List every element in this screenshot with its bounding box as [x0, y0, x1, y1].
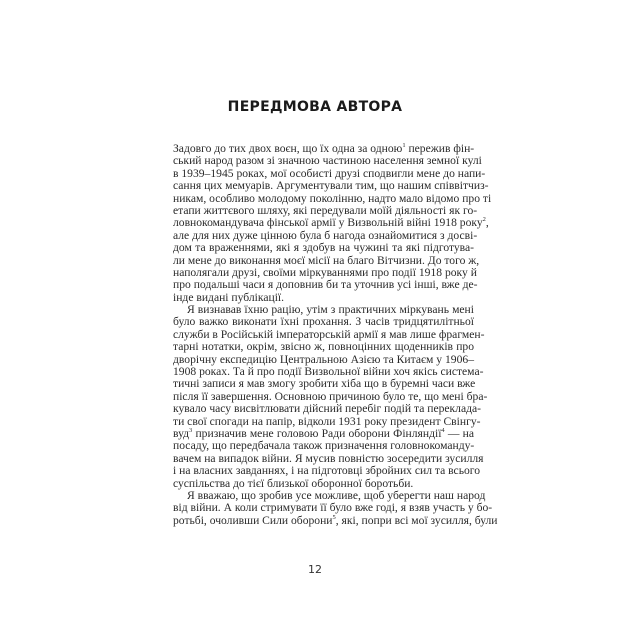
body-text — [173, 142, 498, 527]
text-segment: ти свої спогади на папір, відколи 1931 року президент Свінгу- — [173, 414, 481, 428]
page-number: 12 — [308, 563, 322, 576]
text-segment: , — [485, 216, 489, 230]
footnote-marker: 2 — [482, 216, 486, 224]
text-segment: вачем на випадок війни. Я мусив повністю зосередити зусилля — [173, 451, 484, 465]
text-segment: пережив фін- — [405, 142, 475, 155]
text-segment: суспільства до тієї близької оборонної боротьби. — [173, 476, 414, 490]
text-segment: Я вважаю, що зробив усе можливе, щоб уберегти наш народ — [187, 488, 486, 502]
text-segment: і на власних завданнях, і на підготовці збройних сил та всього — [173, 464, 481, 478]
text-segment: від війни. А коли стримувати її було вже годі, я взяв участь у бо- — [173, 501, 493, 515]
text-segment: вуд — [173, 426, 190, 440]
text-segment: тичні записи я мав змогу зробити хіба що в буремні часи вже — [173, 377, 476, 391]
text-segment: ловнокомандувача фінської армії у Визвольній війні 1918 року — [173, 216, 483, 230]
text-segment: тарні нотатки, окрім, звісно ж, повноцінних щоденників про — [173, 340, 474, 354]
text-segment: в 1939–1945 роках, мої особисті друзі сподвигли мене до напи- — [173, 166, 486, 180]
text-segment: ли мене до виконання моєї місії на благо Вітчизни. До того ж, — [173, 253, 480, 267]
footnote-marker: 1 — [402, 142, 406, 149]
text-segment: ський народ разом зі значною частиною населення земної кулі — [173, 154, 482, 168]
text-segment: служби в Російській імператорській армії я мав лише фрагмен- — [173, 327, 485, 341]
text-segment: було важко виконати їхні прохання. З часів тридцятилітньої — [173, 315, 474, 329]
text-segment: дом та враженнями, які я здобув на чужині та які підготува- — [173, 241, 474, 255]
text-segment: етапи життєвого шляху, які передували моїй діяльності як го- — [173, 203, 478, 217]
text-segment: призначив мене головою Ради оборони Фінляндії — [192, 426, 442, 440]
footnote-marker: 5 — [332, 513, 336, 521]
text-segment: посаду, що передбачала також призначення головнокоманду- — [173, 439, 475, 453]
text-segment: , які, попри всі мої зусилля, були — [335, 513, 498, 527]
text-segment: інде видані публікації. — [173, 290, 285, 304]
text-segment: Задовго до тих двох воєн, що їх одна за одною — [173, 142, 403, 155]
text-segment: Я визнавав їхню рацію, утім з практичних міркувань мені — [187, 303, 474, 317]
text-segment: але для них дуже цінною була б нагода ознайомитися з досві- — [173, 228, 478, 242]
footnote-marker: 3 — [189, 426, 193, 434]
text-segment: дворічну експедицію Центральною Азією та Китаєм у 1906– — [173, 352, 474, 366]
text-segment: після її завершення. Основною причиною було те, що мені бра- — [173, 389, 488, 403]
text-segment: сання цих мемуарів. Аргументували тим, що нашим співвітчиз- — [173, 179, 489, 193]
text-line — [173, 513, 498, 527]
text-segment: 1908 роках. Та й про події Визвольної війни хоч якісь система- — [173, 365, 484, 379]
text-segment: ротьбі, очоливши Сили оборони — [173, 513, 333, 527]
text-segment: наполягали друзі, своїми міркуваннями про події 1918 року й — [173, 265, 477, 279]
text-segment: про подальші часи я доповнив би та уточнив усі інші, вже де- — [173, 278, 478, 292]
text-segment: никам, особливо молодому поколінню, надто мало відомо про ті — [173, 191, 492, 205]
text-segment: — на — [444, 426, 474, 440]
footnote-marker: 4 — [441, 426, 445, 434]
chapter-title: ПЕРЕДМОВА АВТОРА — [227, 99, 403, 115]
text-segment: кувало часу висвітлювати дійсний перебіг подій та переклада- — [173, 402, 482, 416]
